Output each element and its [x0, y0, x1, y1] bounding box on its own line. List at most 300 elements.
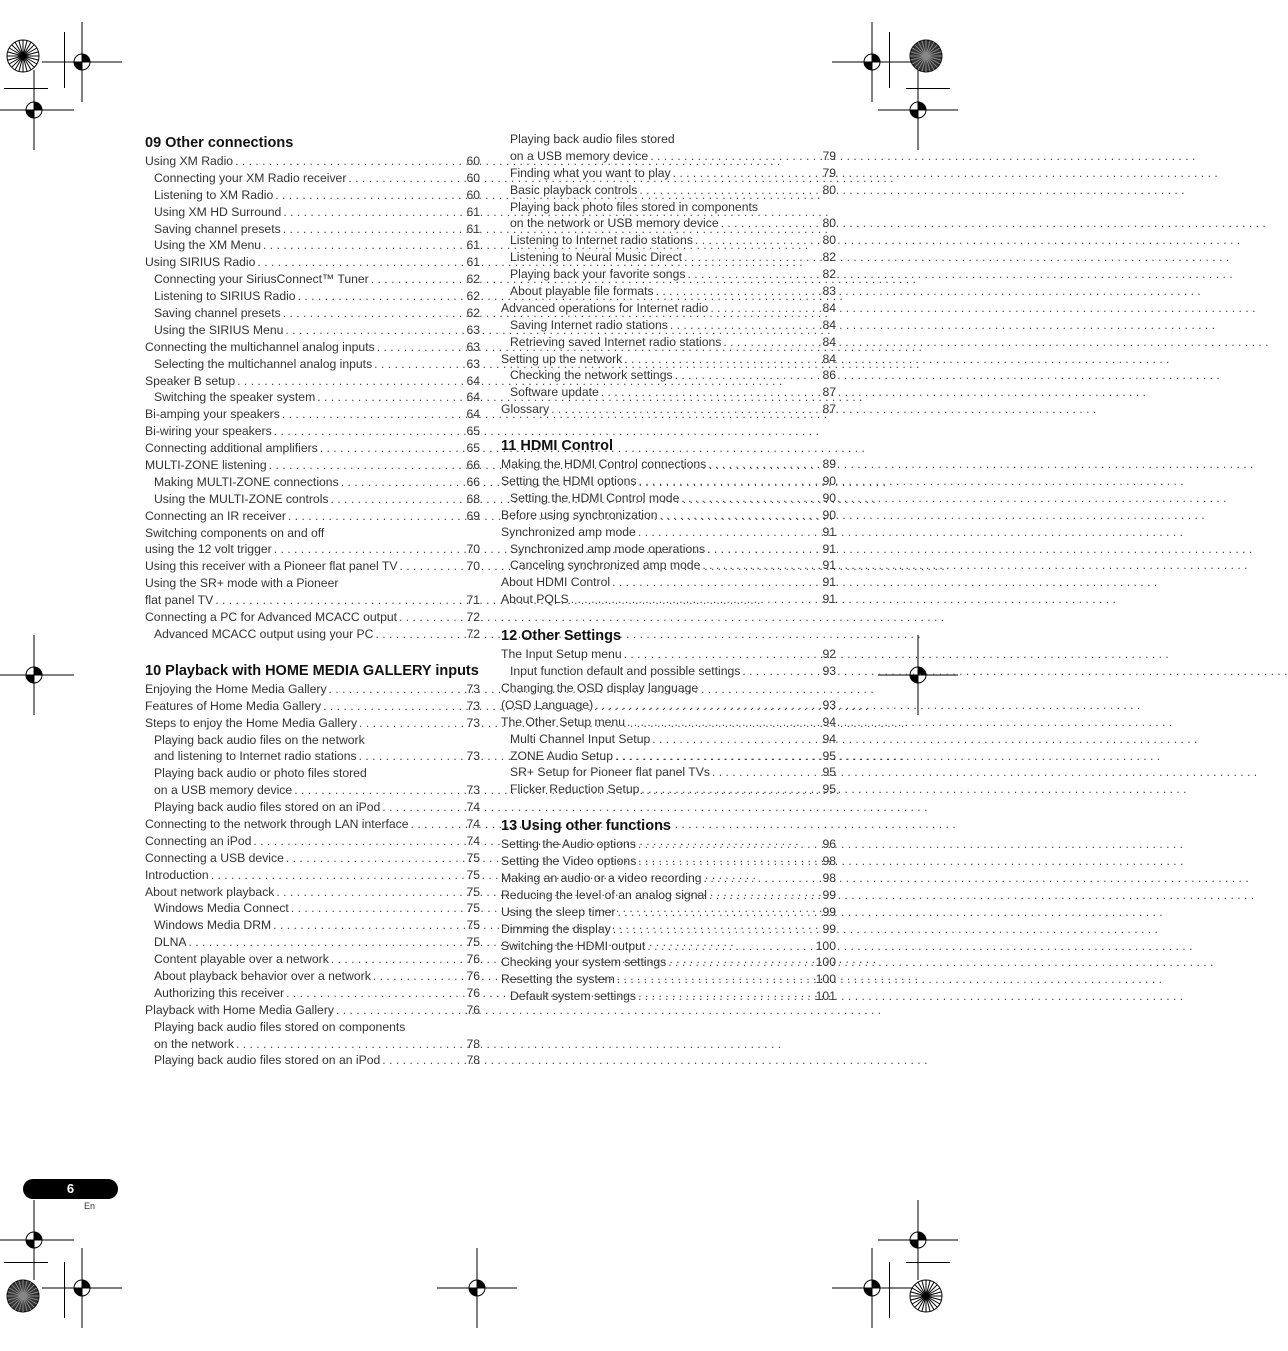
entry-title: Input function default and possible settings	[510, 664, 741, 679]
entry-page-number: 94	[822, 714, 836, 729]
toc-entry[interactable]	[145, 799, 480, 816]
entry-page-number: 74	[466, 833, 480, 848]
dot-leader	[369, 271, 467, 288]
dot-leader	[645, 938, 815, 955]
toc-entry[interactable]	[145, 782, 480, 799]
toc-entry[interactable]	[501, 367, 836, 384]
dot-leader	[329, 491, 467, 508]
dot-leader	[334, 1002, 466, 1019]
entry-page-number: 101	[815, 989, 836, 1004]
entry-title: Selecting the multichannel analog inputs	[154, 356, 373, 371]
entry-page-number: 100	[815, 972, 836, 987]
toc-entry[interactable]	[145, 626, 480, 643]
toc-entry[interactable]	[145, 1036, 480, 1053]
dot-leader	[397, 609, 466, 626]
toc-entry[interactable]	[145, 850, 480, 867]
dot-leader	[357, 748, 467, 765]
entry-title: Saving channel presets	[154, 221, 281, 236]
section-title: 11 HDMI Control	[501, 438, 613, 455]
toc-entry[interactable]	[501, 646, 836, 663]
toc-entry[interactable]	[501, 317, 836, 334]
toc-entry[interactable]	[501, 148, 836, 165]
toc-entry[interactable]	[501, 507, 836, 524]
dot-leader	[593, 697, 822, 714]
dot-leader	[274, 884, 466, 901]
entry-page-number: 90	[822, 490, 836, 505]
entry-title: The Other Setup menu	[501, 714, 625, 729]
page-number: 6	[66, 1181, 75, 1196]
entry-title: Using the MULTI-ZONE controls	[154, 491, 329, 506]
entry-page-number: 87	[822, 385, 836, 400]
toc-entry[interactable]	[501, 663, 836, 680]
dot-leader	[639, 781, 822, 798]
entry-page-number: 60	[466, 154, 480, 168]
entry-page-number: 64	[466, 407, 480, 422]
entry-page-number: 75	[466, 918, 480, 933]
dot-leader	[271, 917, 466, 934]
crop-line	[889, 32, 890, 88]
entry-page-number: 80	[822, 182, 836, 197]
dot-leader	[721, 334, 822, 351]
dot-leader	[610, 574, 822, 591]
dot-leader	[706, 456, 822, 473]
dot-leader	[636, 853, 822, 870]
entry-title: Listening to Neural Music Direct	[510, 250, 683, 265]
entry-title: Switching the HDMI output	[501, 938, 646, 953]
entry-page-number: 70	[466, 542, 480, 557]
entry-title: Playing back audio files stored	[510, 132, 675, 146]
dot-leader	[650, 731, 822, 748]
toc-section	[501, 434, 836, 608]
toc-entry[interactable]	[145, 681, 480, 698]
entry-title: Basic playback controls	[510, 182, 638, 197]
entry-page-number: 73	[466, 715, 480, 730]
toc-entry[interactable]	[501, 232, 836, 249]
dot-leader	[280, 406, 467, 423]
entry-page-number: 76	[466, 952, 480, 967]
entry-title: About HDMI Control	[501, 575, 611, 590]
entry-title: on a USB memory device	[510, 148, 649, 163]
section-title: 13 Using other functions	[501, 818, 671, 835]
entry-title: Playing back audio files stored on an iPod	[154, 800, 381, 815]
dot-leader	[235, 373, 466, 390]
dot-leader	[615, 971, 816, 988]
entry-page-number: 80	[822, 233, 836, 248]
toc-entry[interactable]	[145, 170, 480, 187]
entry-title: Saving Internet radio stations	[510, 317, 668, 332]
page-language: En	[84, 1201, 96, 1211]
dot-leader	[625, 714, 822, 731]
entry-page-number: 98	[822, 854, 836, 869]
entry-page-number: 100	[815, 955, 836, 970]
entry-title: Synchronized amp mode operations	[510, 541, 706, 556]
entry-title: Glossary	[501, 402, 550, 417]
toc-entry[interactable]	[145, 271, 480, 288]
toc-entry[interactable]	[501, 300, 836, 317]
toc-section	[501, 131, 836, 418]
entry-page-number: 90	[822, 507, 836, 522]
entry-page-number: 91	[822, 541, 836, 556]
section-title: 10 Playback with HOME MEDIA GALLERY inputs	[145, 662, 479, 679]
entry-page-number: 78	[466, 1036, 480, 1051]
toc-entry[interactable]	[501, 541, 836, 558]
crop-line	[889, 1262, 890, 1318]
entry-title: About PQLS	[501, 592, 569, 607]
dot-leader	[289, 900, 467, 917]
dot-leader	[286, 508, 467, 525]
entry-title: About playback behavior over a network	[154, 968, 371, 983]
entry-page-number: 76	[466, 1002, 480, 1017]
entry-page-number: 63	[466, 322, 480, 337]
entry-title: Using the SIRIUS Menu	[154, 322, 284, 337]
entry-page-number: 62	[466, 289, 480, 304]
entry-title: Flicker Reduction Setup	[510, 782, 640, 797]
toc-entry[interactable]	[145, 305, 480, 322]
dot-leader	[315, 389, 466, 406]
toc-right-column	[501, 131, 836, 1005]
dot-leader	[373, 626, 466, 643]
dot-leader	[611, 921, 823, 938]
entry-page-number: 61	[466, 221, 480, 236]
dot-leader	[636, 524, 823, 541]
entry-title: Windows Media Connect	[154, 901, 289, 916]
toc-entry[interactable]	[145, 575, 480, 592]
entry-title: Retrieving saved Internet radio stations	[510, 334, 722, 349]
toc-entry[interactable]	[145, 356, 480, 373]
entry-page-number: 76	[466, 985, 480, 1000]
dot-leader	[292, 782, 466, 799]
dot-leader	[213, 592, 466, 609]
entry-page-number: 79	[822, 148, 836, 163]
entry-title: Playing back audio or photo files stored	[154, 766, 367, 781]
toc-entry[interactable]	[501, 954, 836, 971]
dot-leader	[187, 934, 467, 951]
toc-entry[interactable]	[501, 456, 836, 473]
entry-page-number: 95	[822, 782, 836, 797]
toc-entry[interactable]	[501, 473, 836, 490]
entry-title: Listening to SIRIUS Radio	[154, 289, 296, 304]
toc-entry[interactable]	[145, 254, 480, 271]
entry-page-number: 63	[466, 339, 480, 354]
entry-title: Finding what you want to play	[510, 165, 671, 180]
entry-page-number: 68	[466, 491, 480, 506]
toc-section	[145, 131, 480, 643]
entry-page-number: 84	[822, 351, 836, 366]
entry-page-number: 93	[822, 664, 836, 679]
toc-entry[interactable]	[145, 592, 480, 609]
toc-entry[interactable]	[501, 591, 836, 608]
dot-leader	[255, 254, 466, 271]
entry-page-number: 62	[466, 306, 480, 321]
entry-page-number: 89	[822, 457, 836, 472]
entry-page-number: 76	[466, 968, 480, 983]
entry-page-number: 66	[466, 474, 480, 489]
toc-entry[interactable]	[145, 816, 480, 833]
toc-entry[interactable]	[145, 221, 480, 238]
toc-entry[interactable]	[501, 384, 836, 401]
toc-entry[interactable]	[501, 853, 836, 870]
entry-page-number: 99	[822, 921, 836, 936]
entry-title: Canceling synchronized amp mode	[510, 558, 701, 573]
toc-entry[interactable]	[501, 971, 836, 988]
registration-target-icon	[437, 1248, 517, 1328]
toc-entry[interactable]	[145, 389, 480, 406]
dot-leader	[329, 951, 467, 968]
toc-entry[interactable]	[501, 199, 836, 216]
entry-page-number: 84	[822, 317, 836, 332]
toc-entry[interactable]	[145, 237, 480, 254]
toc-entry[interactable]	[145, 698, 480, 715]
dot-leader	[648, 148, 822, 165]
toc-entry[interactable]	[501, 714, 836, 731]
entry-title: Advanced operations for Internet radio	[501, 300, 709, 315]
entry-page-number: 69	[466, 508, 480, 523]
toc-entry[interactable]	[501, 904, 836, 921]
entry-title: Resetting the system	[501, 972, 615, 987]
toc-entry[interactable]	[501, 764, 836, 781]
entry-title: Playing back audio files stored on an iPod	[154, 1053, 381, 1068]
dot-leader	[339, 474, 467, 491]
toc-entry[interactable]	[501, 165, 836, 182]
toc-entry[interactable]	[501, 215, 836, 232]
crop-line	[64, 32, 65, 88]
dot-leader	[637, 182, 822, 199]
entry-title: Introduction	[145, 867, 209, 882]
toc-entry[interactable]	[501, 697, 836, 714]
entry-title: Setting the Video options	[501, 854, 637, 869]
entry-title: Before using synchronization	[501, 507, 658, 522]
entry-page-number: 86	[822, 368, 836, 383]
entry-page-number: 99	[822, 904, 836, 919]
dot-leader	[702, 870, 823, 887]
toc-entry[interactable]	[145, 187, 480, 204]
dot-leader	[283, 322, 466, 339]
entry-title: Checking the network settings	[510, 368, 673, 383]
toc-entry[interactable]	[145, 541, 480, 558]
entry-title: on the network or USB memory device	[510, 216, 719, 231]
toc-entry[interactable]	[145, 322, 480, 339]
dot-leader	[372, 356, 466, 373]
dot-leader	[740, 663, 822, 680]
toc-entry[interactable]	[501, 887, 836, 904]
toc-section	[501, 814, 836, 1005]
entry-title: Reducing the level of an analog signal	[501, 887, 707, 902]
toc-entry[interactable]	[145, 457, 480, 474]
toc-entry[interactable]	[145, 558, 480, 575]
toc-entry[interactable]	[501, 401, 836, 418]
entry-title: Using XM HD Surround	[154, 204, 282, 219]
entry-title: Using XM Radio	[145, 154, 234, 168]
entry-page-number: 93	[822, 697, 836, 712]
entry-title: MULTI-ZONE listening	[145, 458, 267, 473]
entry-title: Default system settings	[510, 989, 636, 1004]
registration-starburst-icon	[909, 1279, 943, 1313]
toc-entry[interactable]	[145, 715, 480, 732]
registration-target-icon	[0, 635, 74, 715]
entry-title: Using the XM Menu	[154, 238, 262, 253]
entry-title: Saving channel presets	[154, 306, 281, 321]
dot-leader	[685, 266, 822, 283]
crop-line	[4, 1262, 48, 1263]
toc-entry[interactable]	[145, 474, 480, 491]
toc-entry[interactable]	[145, 204, 480, 221]
dot-leader	[636, 836, 823, 853]
entry-title: (OSD Language)	[501, 697, 594, 712]
entry-page-number: 73	[466, 698, 480, 713]
toc-entry[interactable]	[145, 884, 480, 901]
entry-title: Playback with Home Media Gallery	[145, 1002, 334, 1017]
dot-leader	[318, 440, 467, 457]
toc-entry[interactable]	[145, 951, 480, 968]
entry-page-number: 64	[466, 373, 480, 388]
dot-leader	[658, 507, 823, 524]
entry-page-number: 82	[822, 267, 836, 282]
entry-page-number: 61	[466, 255, 480, 270]
entry-page-number: 96	[822, 837, 836, 852]
toc-entry[interactable]	[145, 732, 480, 749]
entry-title: and listening to Internet radio stations	[154, 749, 357, 764]
entry-page-number: 75	[466, 867, 480, 882]
toc-entry[interactable]	[501, 249, 836, 266]
entry-page-number: 94	[822, 731, 836, 746]
toc-entry[interactable]	[501, 351, 836, 368]
toc-entry[interactable]	[145, 525, 480, 542]
toc-entry[interactable]	[145, 491, 480, 508]
toc-entry[interactable]	[145, 1002, 480, 1019]
toc-entry[interactable]	[145, 917, 480, 934]
toc-entry[interactable]	[145, 440, 480, 457]
entry-title: About network playback	[145, 884, 275, 899]
toc-entry[interactable]	[501, 334, 836, 351]
toc-entry[interactable]	[145, 288, 480, 305]
entry-page-number: 66	[466, 458, 480, 473]
toc-entry[interactable]	[501, 557, 836, 574]
toc-entry[interactable]	[501, 731, 836, 748]
entry-page-number: 83	[822, 284, 836, 299]
entry-title: Playing back audio files on the network	[154, 732, 365, 747]
entry-title: Setting the HDMI options	[501, 474, 637, 489]
entry-page-number: 73	[466, 749, 480, 764]
entry-page-number: 91	[822, 575, 836, 590]
dot-leader	[284, 850, 467, 867]
entry-title: Making MULTI-ZONE connections	[154, 474, 339, 489]
toc-entry[interactable]	[501, 182, 836, 199]
dot-leader	[234, 1036, 466, 1053]
toc-section	[501, 624, 836, 798]
entry-page-number: 62	[466, 272, 480, 287]
toc-entry[interactable]	[145, 867, 480, 884]
section-title: 09 Other connections	[145, 135, 294, 151]
toc-entry[interactable]	[501, 870, 836, 887]
entry-title: Playing back your favorite songs	[510, 267, 686, 282]
registration-target-icon	[42, 1248, 122, 1328]
entry-page-number: 79	[822, 165, 836, 180]
toc-entry[interactable]	[145, 985, 480, 1002]
toc-entry[interactable]	[145, 968, 480, 985]
dot-leader	[622, 646, 823, 663]
dot-leader	[599, 384, 823, 401]
dot-leader	[668, 317, 823, 334]
dot-leader	[357, 715, 466, 732]
toc-entry[interactable]	[145, 153, 480, 170]
toc-entry[interactable]	[501, 938, 836, 955]
entry-title: on a USB memory device	[154, 783, 293, 798]
dot-leader	[666, 954, 815, 971]
entry-title: Speaker B setup	[145, 373, 236, 388]
dot-leader	[671, 165, 823, 182]
entry-title: Using the SR+ mode with a Pioneer	[145, 576, 339, 591]
dot-leader	[710, 764, 822, 781]
dot-leader	[281, 221, 467, 238]
registration-starburst-icon	[909, 39, 943, 73]
toc-entry[interactable]	[145, 423, 480, 440]
toc-entry[interactable]	[501, 836, 836, 853]
entry-page-number: 72	[466, 610, 480, 625]
toc-entry[interactable]	[145, 833, 480, 850]
dot-leader	[700, 557, 822, 574]
toc-entry[interactable]	[501, 921, 836, 938]
entry-title: Connecting your SiriusConnect™ Tuner	[154, 272, 369, 287]
toc-entry[interactable]	[501, 266, 836, 283]
toc-entry[interactable]	[145, 900, 480, 917]
entry-page-number: 61	[466, 238, 480, 253]
toc-entry[interactable]	[145, 508, 480, 525]
entry-page-number: 99	[822, 887, 836, 902]
entry-page-number: 70	[466, 559, 480, 574]
toc-entry[interactable]	[145, 765, 480, 782]
dot-leader	[375, 339, 467, 356]
toc-entry[interactable]	[145, 373, 480, 390]
entry-page-number: 84	[822, 300, 836, 315]
registration-starburst-icon	[6, 1279, 40, 1313]
registration-target-icon	[878, 70, 958, 150]
toc-entry[interactable]	[501, 131, 836, 148]
dot-leader	[267, 457, 467, 474]
toc-entry[interactable]	[145, 609, 480, 626]
toc-entry[interactable]	[501, 490, 836, 507]
dot-leader	[261, 237, 466, 254]
entry-title: About playable file formats	[510, 284, 654, 299]
toc-entry[interactable]	[145, 339, 480, 356]
dot-leader	[549, 401, 822, 418]
entry-title: Connecting a USB device	[145, 850, 284, 865]
entry-page-number: 95	[822, 765, 836, 780]
dot-leader	[693, 232, 823, 249]
toc-entry[interactable]	[501, 680, 836, 697]
toc-entry[interactable]	[145, 934, 480, 951]
toc-entry[interactable]	[501, 748, 836, 765]
toc-entry[interactable]	[501, 524, 836, 541]
entry-title: Listening to Internet radio stations	[510, 233, 693, 248]
entry-page-number: 98	[822, 870, 836, 885]
toc-entry[interactable]	[145, 1019, 480, 1036]
entry-title: Setting the Audio options	[501, 837, 636, 852]
toc-entry[interactable]	[501, 781, 836, 798]
dot-leader	[654, 283, 823, 300]
toc-left-column	[145, 131, 480, 1069]
toc-entry[interactable]	[145, 748, 480, 765]
toc-entry[interactable]	[501, 988, 836, 1005]
toc-entry[interactable]	[145, 406, 480, 423]
entry-title: Setting the HDMI Control mode	[510, 490, 680, 505]
entry-page-number: 75	[466, 850, 480, 865]
entry-page-number: 100	[815, 938, 836, 953]
entry-page-number: 74	[466, 816, 480, 831]
toc-entry[interactable]	[501, 283, 836, 300]
toc-entry[interactable]	[501, 574, 836, 591]
toc-entry[interactable]	[145, 1052, 480, 1069]
dot-leader	[380, 799, 466, 816]
